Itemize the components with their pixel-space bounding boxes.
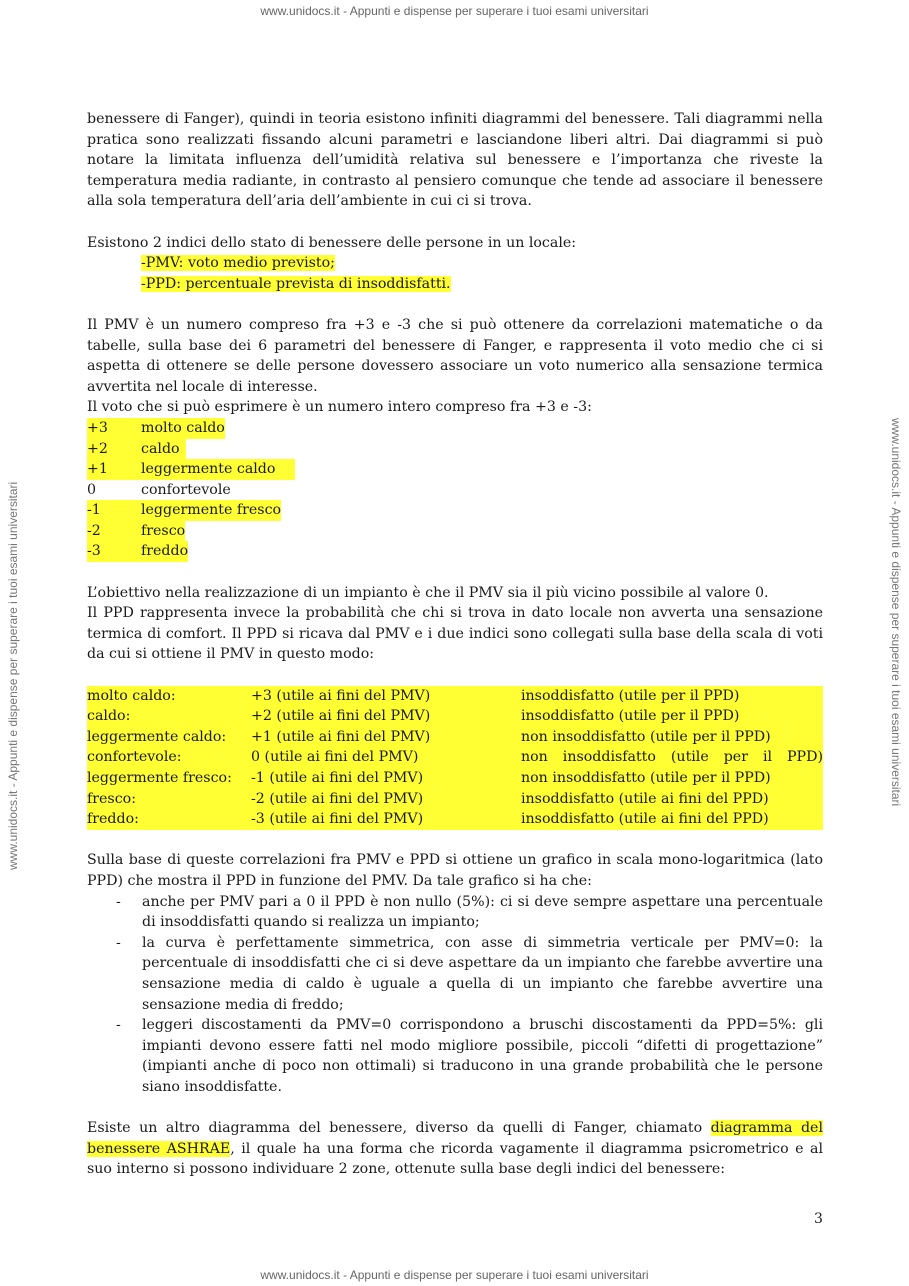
vote-row: -2 fresco <box>87 521 823 542</box>
ashrae-highlight: diagramma del benessere ASHRAE <box>87 1120 823 1157</box>
list-item: - leggeri discostamenti da PMV=0 corrispondono a bruschi discostamenti da PPD=5%: gli impianti devono essere fatti nel modo migliore possibile, piccoli “difetti di progettazione” (impianti anche di poco non ottimali) si traducono in una grande probabilità che le persone siano insoddisfatte. <box>142 1015 823 1097</box>
document-body <box>87 109 823 1180</box>
watermark-left: www.unidocs.it - Appunti e dispense per superare i tuoi esami universitari <box>6 481 20 870</box>
paragraph-graph: Sulla base di queste correlazioni fra PMV e PPD si ottiene un grafico in scala mono-logaritmica (lato PPD) che mostra il PPD in funzione del PMV. Da tale grafico si ha che: <box>87 852 823 889</box>
graph-observations <box>87 892 823 1098</box>
paragraph-objective: L’obiettivo nella realizzazione di un impianto è che il PMV sia il più vicino possibile al valore 0. <box>87 584 769 601</box>
correlation-row: fresco: -2 (utile ai fini del PMV) insoddisfatto (utile ai fini del PPD) <box>87 789 823 810</box>
vote-intro: Il voto che si può esprimere è un numero intero compreso fra +3 e -3: <box>87 399 592 416</box>
correlation-row: caldo: +2 (utile ai fini del PMV) insoddisfatto (utile per il PPD) <box>87 706 823 727</box>
watermark-right: www.unidocs.it - Appunti e dispense per superare i tuoi esami universitari <box>889 418 903 807</box>
index-pmv: -PMV: voto medio previsto; <box>141 255 335 272</box>
paragraph-fanger: benessere di Fanger), quindi in teoria esistono infiniti diagrammi del benessere. Tali diagrammi nella pratica sono realizzati fissando alcuni parametri e lasciandone liberi altri. Dai diagrammi si può notare la limitata influenza dell’umidità relativa sul benessere e l’importanza che riveste la temperatura media radiante, in contrasto al pensiero comunque che tende ad associare il benessere alla sola temperatura dell’aria dell’ambiente in cui ci si trova. <box>87 111 823 210</box>
paragraph-ppd: Il PPD rappresenta invece la probabilità che chi si trova in dato locale non avverta una sensazione termica di comfort. Il PPD si ricava dal PMV e i due indici sono collegati sulla base della scala di voti da cui si ottiene il PMV in questo modo: <box>87 605 823 663</box>
correlation-row: leggermente caldo: +1 (utile ai fini del PMV) non insoddisfatto (utile per il PPD) <box>87 727 823 748</box>
correlation-row: freddo: -3 (utile ai fini del PMV) insoddisfatto (utile ai fini del PPD) <box>87 809 823 830</box>
paragraph-pmv: Il PMV è un numero compreso fra +3 e -3 che si può ottenere da correlazioni matematiche o da tabelle, sulla base dei 6 parametri del benessere di Fanger, e rappresenta il voto medio che ci si aspetta di ottenere se delle persone dovessero associare un voto numerico alla sensazione termica avvertita nel locale di interesse. <box>87 316 823 395</box>
index-ppd: -PPD: percentuale prevista di insoddisfatti. <box>141 275 451 292</box>
vote-row: +2 caldo <box>87 439 823 460</box>
vote-row: +1 leggermente caldo <box>87 459 823 480</box>
indices-intro: Esistono 2 indici dello stato di benessere delle persone in un locale: <box>87 234 577 251</box>
correlation-row: molto caldo: +3 (utile ai fini del PMV) insoddisfatto (utile per il PPD) <box>87 686 823 707</box>
paragraph-ashrae: Esiste un altro diagramma del benessere, diverso da quelli di Fanger, chiamato diagramma del benessere ASHRAE, il quale ha una forma che ricorda vagamente il diagramma psicrometrico e al suo interno si possono individuare 2 zone, ottenute sulla base degli indici del benessere: <box>87 1120 824 1178</box>
correlation-row: leggermente fresco: -1 (utile ai fini del PMV) non insoddisfatto (utile per il PPD) <box>87 768 823 789</box>
watermark-bottom: www.unidocs.it - Appunti e dispense per superare i tuoi esami universitari <box>260 1268 649 1282</box>
list-item: - la curva è perfettamente simmetrica, con asse di simmetria verticale per PMV=0: la percentuale di insoddisfatti che ci si deve aspettare da un impianto che farebbe avvertire una sensazione media di caldo è uguale a quella di un impianto che farebbe avvertire una sensazione media di freddo; <box>142 933 823 1015</box>
vote-row: 0 confortevole <box>87 481 231 498</box>
vote-scale <box>87 418 823 562</box>
list-item: - anche per PMV pari a 0 il PPD è non nullo (5%): ci si deve sempre aspettare una percentuale di insoddisfatti quando si realizza un impianto; <box>142 892 823 933</box>
vote-row: -3 freddo <box>87 541 823 562</box>
vote-row: -1 leggermente fresco <box>87 500 823 521</box>
watermark-top: www.unidocs.it - Appunti e dispense per superare i tuoi esami universitari <box>260 4 649 18</box>
vote-row: +3 molto caldo <box>87 418 823 439</box>
pmv-ppd-correlation <box>87 686 823 830</box>
correlation-row: confortevole: 0 (utile ai fini del PMV) non insoddisfatto (utile per il PPD) <box>87 747 823 768</box>
page-number: 3 <box>814 1211 823 1227</box>
